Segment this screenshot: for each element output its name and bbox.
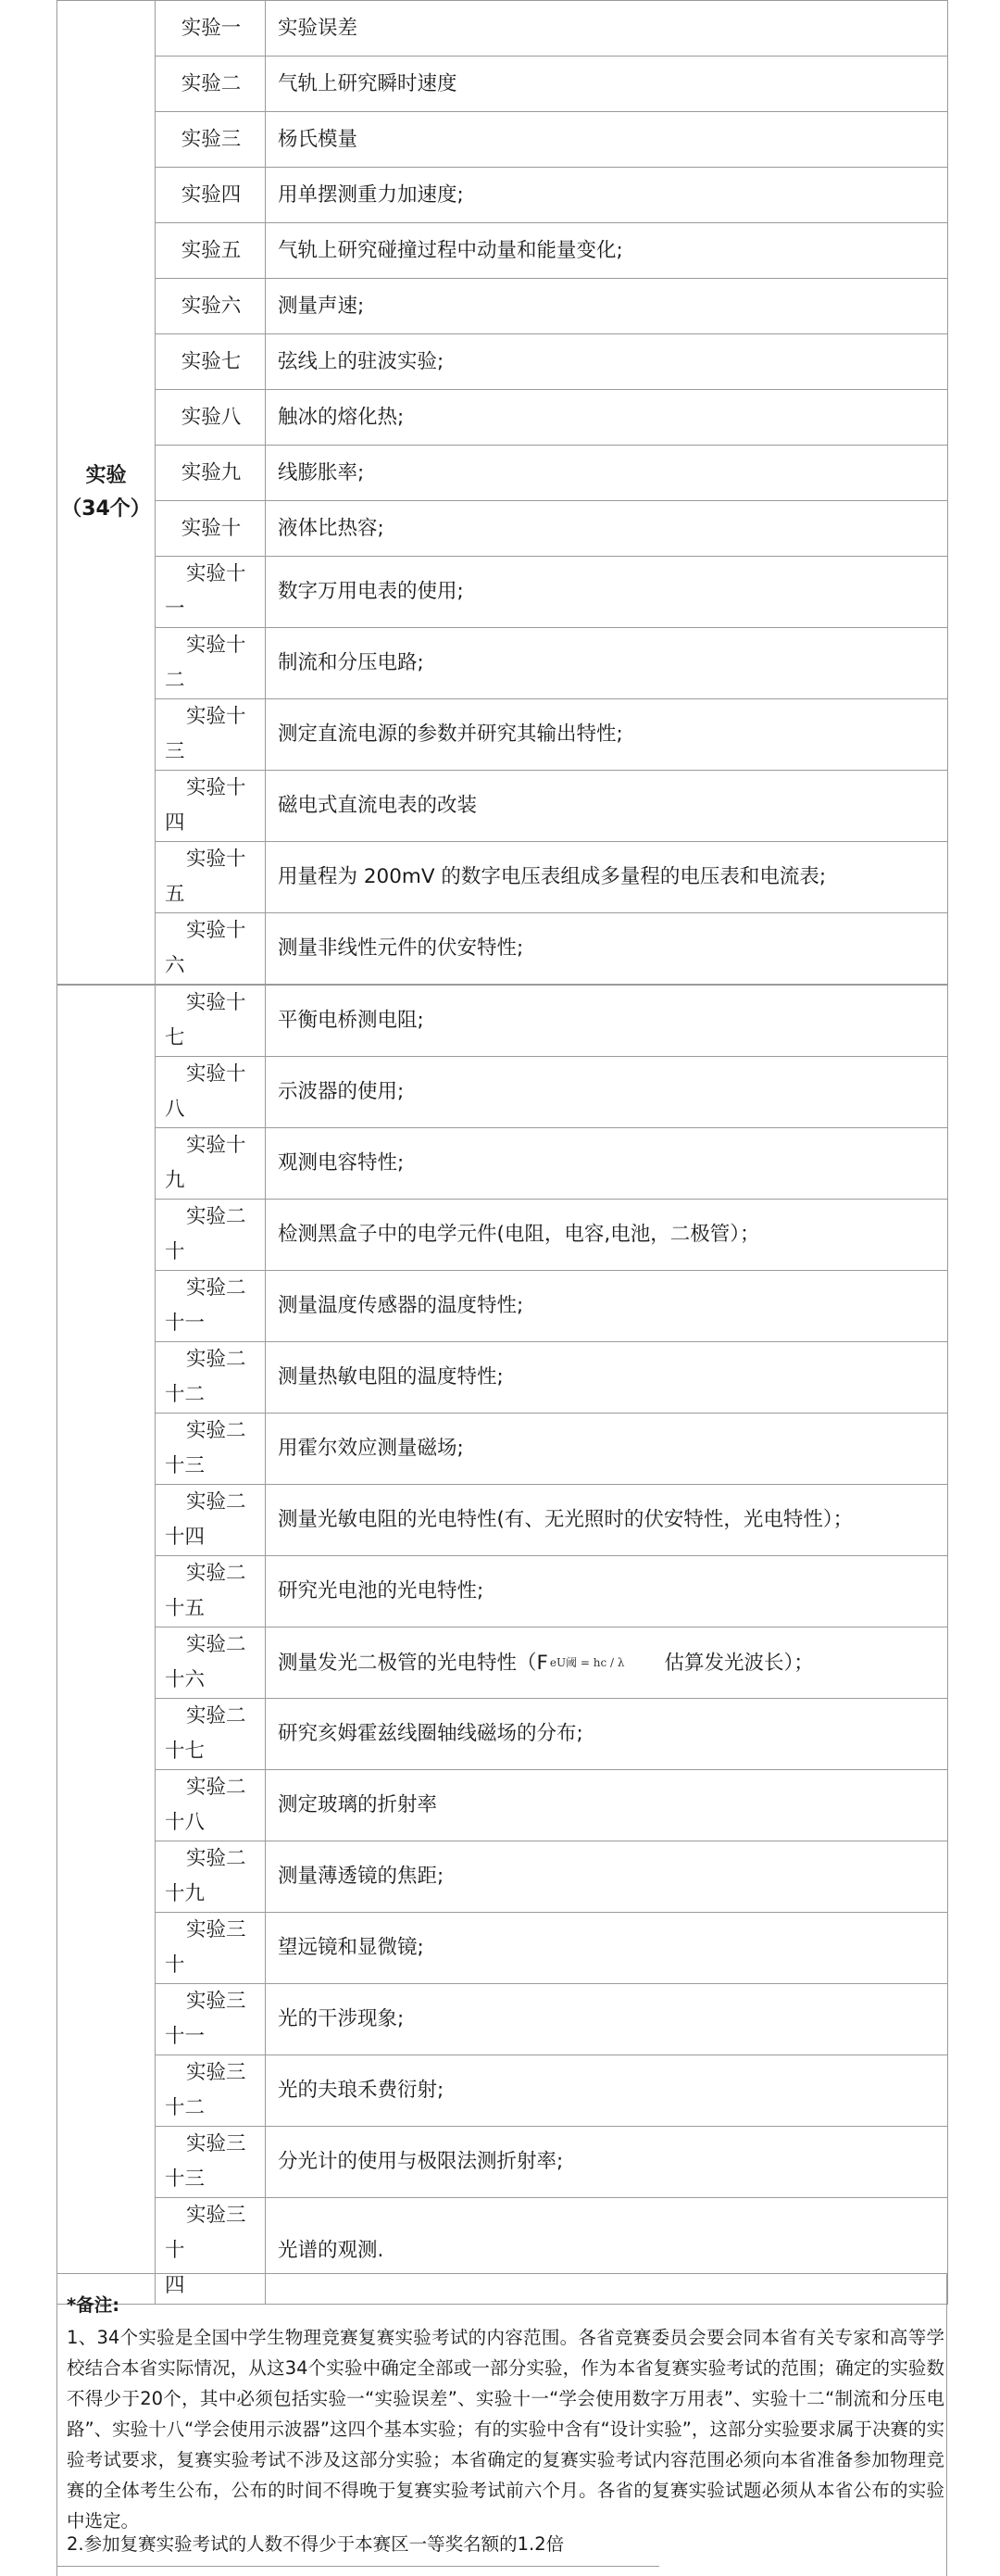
experiment-number: [156, 1556, 266, 1627]
experiment-description: 触冰的熔化热;: [266, 390, 948, 446]
experiment-description: 测量温度传感器的温度特性;: [266, 1271, 948, 1342]
experiment-description: 测量光敏电阻的光电特性(有、无光照时的伏安特性，光电特性）；: [266, 1485, 948, 1556]
experiment-number: [156, 1485, 266, 1556]
experiment-description: 测定玻璃的折射率: [266, 1770, 948, 1841]
experiment-number-line1: 实验二: [186, 1562, 246, 1585]
table-row: [57, 1770, 948, 1841]
table-row: [57, 390, 948, 446]
experiment-number: 实验五: [156, 223, 266, 279]
experiment-number: [156, 557, 266, 628]
table-row: [57, 771, 948, 842]
experiments-table-part1: [56, 0, 948, 985]
experiment-number-line1: 实验三: [186, 2061, 246, 2084]
table-row: [57, 501, 948, 557]
experiment-number-line1: 实验十: [186, 776, 246, 799]
experiments-table-part2: [56, 985, 948, 2305]
experiment-number-line1: 实验二: [186, 1348, 246, 1371]
experiment-description: 杨氏模量: [266, 112, 948, 168]
experiment-number-line2: 六: [165, 954, 185, 977]
experiment-number-line1: 实验十: [186, 634, 246, 657]
experiment-number-line2: 十六: [165, 1668, 206, 1691]
experiment-number: [156, 1057, 266, 1128]
experiment-number-line1: 实验二: [186, 1276, 246, 1300]
table-row: [57, 699, 948, 771]
experiment-description: 线膨胀率;: [266, 446, 948, 501]
experiment-number-line1: 实验十: [186, 991, 246, 1014]
table-row: [57, 1342, 948, 1414]
experiment-number-line1: 实验十: [186, 1062, 246, 1086]
table-row: [57, 628, 948, 699]
experiment-number-line2: 十九: [165, 1882, 206, 1905]
experiment-description: 平衡电桥测电阻;: [266, 986, 948, 1057]
table-row: [57, 557, 948, 628]
experiment-description: 实验误差: [266, 1, 948, 57]
table-row: [57, 446, 948, 501]
experiment-description: 研究亥姆霍兹线圈轴线磁场的分布;: [266, 1699, 948, 1770]
experiment-description: 数字万用电表的使用;: [266, 557, 948, 628]
experiment-number-line1: 实验三: [186, 1990, 246, 2013]
experiment-number: 实验十: [156, 501, 266, 557]
experiment-number-line2: 七: [165, 1026, 185, 1049]
experiment-number-line1: 实验十: [186, 919, 246, 942]
table-row: [57, 1984, 948, 2055]
experiment-number: [156, 1913, 266, 1984]
experiment-number-line1: 实验二: [186, 1704, 246, 1728]
experiment-description: 测量非线性元件的伏安特性;: [266, 913, 948, 985]
experiment-number: 实验七: [156, 334, 266, 390]
experiment-number-line2: 四: [165, 811, 185, 835]
table-row: [57, 913, 948, 985]
experiment-number: 实验四: [156, 168, 266, 223]
experiment-number-line2: 三: [165, 740, 185, 763]
experiment-number-line2: 十四: [165, 1526, 206, 1549]
table-row: [57, 1057, 948, 1128]
experiment-description: 气轨上研究瞬时速度: [266, 57, 948, 112]
table-row: [57, 334, 948, 390]
experiment-number: [156, 1841, 266, 1913]
table-row: [57, 57, 948, 112]
experiment-number-line2: 九: [165, 1169, 185, 1192]
experiment-number-line1: 实验三: [186, 2132, 246, 2155]
experiment-number-line2: 四: [165, 2274, 185, 2297]
experiment-description: [266, 1627, 948, 1699]
table-row: [57, 842, 948, 913]
table-row: [57, 1841, 948, 1913]
experiment-number-line1: 实验十: [186, 705, 246, 728]
experiment-number-line1: 实验二: [186, 1490, 246, 1514]
experiment-number: [156, 1699, 266, 1770]
experiment-number-line1: 实验十: [186, 848, 246, 871]
table-row: [57, 1627, 948, 1699]
experiment-number-line2: 八: [165, 1098, 185, 1121]
experiment-description: 制流和分压电路;: [266, 628, 948, 699]
formula-image: eU阈 = hc / λ: [549, 1655, 625, 1669]
table-row: [57, 1271, 948, 1342]
experiment-number: [156, 1128, 266, 1200]
experiment-number-line2: 十二: [165, 1383, 206, 1406]
experiment-description: 磁电式直流电表的改装: [266, 771, 948, 842]
experiment-number-line2: 十一: [165, 1312, 206, 1335]
experiment-number-line1: 实验三: [186, 1918, 246, 1941]
experiment-number-line2: 十: [165, 1240, 185, 1263]
experiment-number-line2: 二: [165, 669, 185, 692]
experiment-number: [156, 1271, 266, 1342]
table-row: [57, 168, 948, 223]
table-row: [57, 112, 948, 168]
experiment-number-line2: 十二: [165, 2096, 206, 2119]
experiment-number: [156, 628, 266, 699]
experiment-description: 分光计的使用与极限法测折射率;: [266, 2127, 948, 2198]
notes-paragraph-2: 2.参加复赛实验考试的人数不得少于本赛区一等奖名额的1.2倍: [67, 2533, 565, 2555]
experiment-description: 检测黑盒子中的电学元件(电阻，电容,电池，二极管）；: [266, 1200, 948, 1271]
experiment-number-line1: 实验十: [186, 562, 246, 585]
experiment-number: 实验一: [156, 1, 266, 57]
notes-title: *备注:: [67, 2294, 119, 2316]
table-row: [57, 1128, 948, 1200]
experiment-number-line2: 五: [165, 883, 185, 906]
experiment-description: 测量热敏电阻的温度特性;: [266, 1342, 948, 1414]
notes-section: [56, 2273, 947, 2576]
experiment-number: 实验六: [156, 279, 266, 334]
experiment-number-line1: 实验二: [186, 1205, 246, 1228]
experiment-number-line2: 十三: [165, 1454, 206, 1477]
notes-divider: [57, 2566, 659, 2567]
experiment-number: [156, 699, 266, 771]
experiment-number: [156, 2055, 266, 2127]
table-row: [57, 223, 948, 279]
experiment-number-line2: 十三: [165, 2168, 206, 2191]
experiment-number-line1: 实验二: [186, 1419, 246, 1442]
experiment-number-line2: 十五: [165, 1597, 206, 1620]
experiment-number: [156, 1770, 266, 1841]
table-row: [57, 986, 948, 1057]
table-row: [57, 1913, 948, 1984]
experiment-number: 实验八: [156, 390, 266, 446]
experiment-description: 示波器的使用;: [266, 1057, 948, 1128]
table-row: [57, 279, 948, 334]
experiment-number-line2: 十七: [165, 1740, 206, 1763]
experiment-number: [156, 1414, 266, 1485]
experiment-description: 研究光电池的光电特性;: [266, 1556, 948, 1627]
table-row: [57, 1, 948, 57]
notes-paragraph-1: 1、34个实验是全国中学生物理竞赛复赛实验考试的内容范围。各省竞赛委员会要会同本省有关专家和高等学校结合本省实际情况，从这34个实验中确定全部或一部分实验，作为本省复赛实验考试的范围；确定的实验数不得少于20个，其中必须包括实验一“实验误差”、实验十一“学会使用数字万用表”、实验十二“制流和分压电路”、实验十八“学会使用示波器”这四个基本实验；有的实验中含有“设计实验”，这部分实验要求属于决赛的实验考试要求，复赛实验考试不涉及这部分实验；本省确定的复赛实验考试内容范围必须向本省准备参加物理竞赛的全体考生公布，公布的时间不得晚于复赛实验考试前六个月。各省的复赛实验试题必须从本省公布的实验中选定。: [67, 2327, 944, 2532]
experiment-description: 气轨上研究碰撞过程中动量和能量变化;: [266, 223, 948, 279]
experiment-number: 实验二: [156, 57, 266, 112]
table-row: [57, 1485, 948, 1556]
experiment-description: 光的干涉现象;: [266, 1984, 948, 2055]
experiment-number: [156, 1200, 266, 1271]
category-label: [57, 1, 156, 985]
experiment-description: 液体比热容;: [266, 501, 948, 557]
experiment-description: 用霍尔效应测量磁场;: [266, 1414, 948, 1485]
category-label-line1: 实验: [85, 463, 127, 487]
experiment-number-line1: 实验二: [186, 1633, 246, 1656]
experiment-number: [156, 986, 266, 1057]
category-label-line2: （34个）: [61, 496, 151, 521]
experiment-description: 光的夫琅禾费衍射;: [266, 2055, 948, 2127]
table-row: [57, 1556, 948, 1627]
experiment-number: [156, 771, 266, 842]
table-row: [57, 1699, 948, 1770]
experiment-description: 望远镜和显微镜;: [266, 1913, 948, 1984]
experiment-number: 实验三: [156, 112, 266, 168]
experiment-description: 用单摆测重力加速度;: [266, 168, 948, 223]
experiment-number: 实验九: [156, 446, 266, 501]
table-row: [57, 2055, 948, 2127]
experiment-number-line2: 十一: [165, 2025, 206, 2048]
table-row: [57, 1414, 948, 1485]
description-part-b: 估算发光波长）；: [626, 1651, 814, 1675]
experiment-number-line2: 一: [165, 597, 185, 621]
experiment-number-line1: 实验十: [186, 1134, 246, 1157]
experiment-number: [156, 1342, 266, 1414]
experiment-number-line1: 实验二: [186, 1847, 246, 1870]
experiment-number: [156, 1627, 266, 1699]
experiment-description: 测定直流电源的参数并研究其输出特性;: [266, 699, 948, 771]
experiment-number: [156, 2127, 266, 2198]
experiment-description: 光谱的观测.: [266, 2198, 948, 2305]
table-row: [57, 2127, 948, 2198]
description-part-a: 测量发光二极管的光电特性（F: [278, 1651, 548, 1675]
experiment-description: 测量声速;: [266, 279, 948, 334]
experiment-number-line1: 实验三十: [165, 2204, 246, 2262]
experiment-number-line2: 十: [165, 1954, 185, 1977]
experiment-description: 用量程为 200mV 的数字电压表组成多量程的电压表和电流表;: [266, 842, 948, 913]
experiment-description: 测量薄透镜的焦距;: [266, 1841, 948, 1913]
experiment-description: 观测电容特性;: [266, 1128, 948, 1200]
table-row: [57, 1200, 948, 1271]
experiment-number-line1: 实验二: [186, 1776, 246, 1799]
experiment-number: [156, 842, 266, 913]
experiment-description: 弦线上的驻波实验;: [266, 334, 948, 390]
experiment-number: [156, 913, 266, 985]
experiment-number-line2: 十八: [165, 1811, 206, 1834]
experiment-number: [156, 1984, 266, 2055]
category-label-empty: [57, 986, 156, 2305]
